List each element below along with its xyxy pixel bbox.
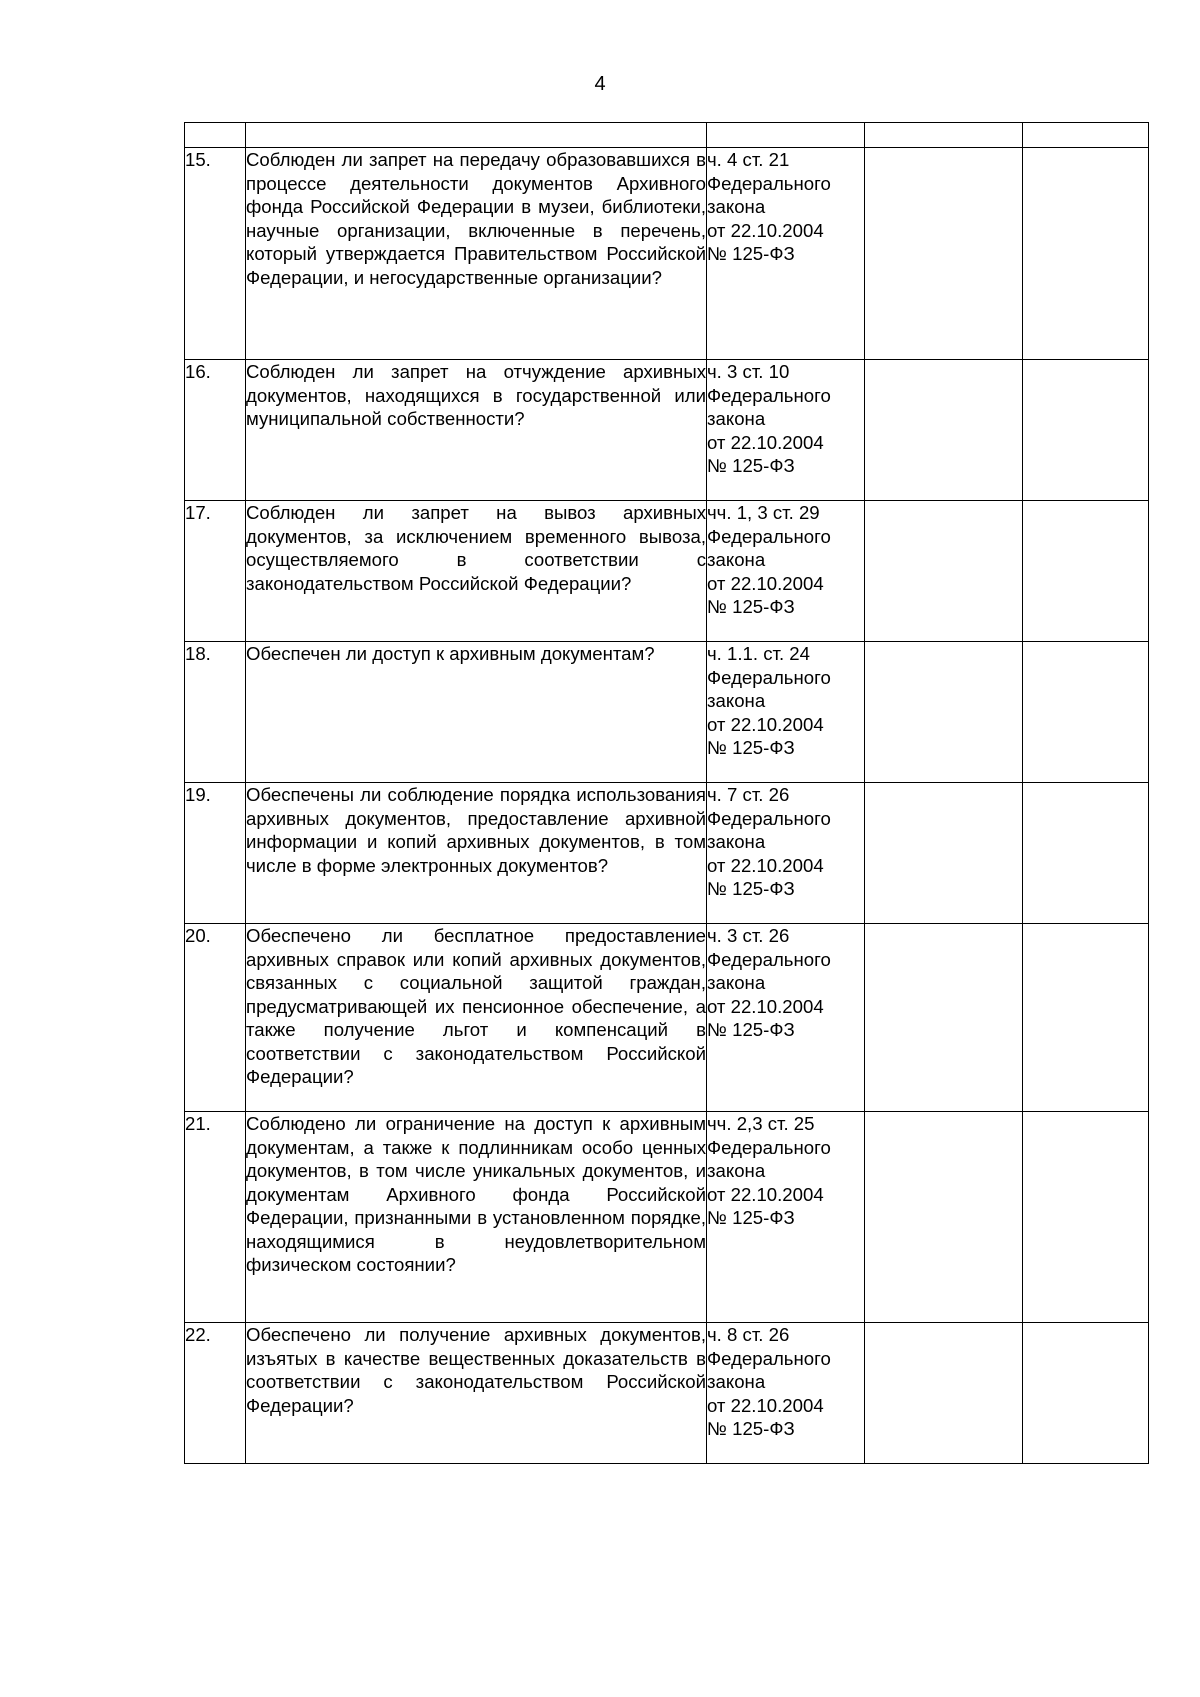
answer-cell[interactable]: [865, 360, 1023, 501]
reference-line: № 125-ФЗ: [707, 1019, 795, 1040]
legal-reference-cell: [707, 1112, 865, 1323]
reference-line: Федерального: [707, 948, 831, 970]
reference-line: от 22.10.2004: [707, 1183, 824, 1205]
note-cell[interactable]: [1023, 501, 1149, 642]
reference-line: закона: [707, 196, 766, 217]
row-number: 22.: [185, 1323, 246, 1464]
answer-cell[interactable]: [865, 1112, 1023, 1323]
reference-line: от 22.10.2004: [707, 995, 824, 1017]
note-cell[interactable]: [1023, 924, 1149, 1112]
table-row: [185, 1112, 1149, 1323]
reference-line: закона: [707, 972, 766, 993]
question-cell: [246, 1323, 707, 1464]
question-text: Обеспечен ли доступ к архивным документам?: [246, 643, 655, 664]
reference-line: от 22.10.2004: [707, 854, 824, 876]
answer-cell[interactable]: [865, 642, 1023, 783]
reference-line: ч. 3 ст. 10: [707, 361, 790, 382]
legal-reference-cell: [707, 642, 865, 783]
reference-line: ч. 8 ст. 26: [707, 1324, 790, 1345]
question-cell: [246, 783, 707, 924]
reference-line: от 22.10.2004: [707, 1394, 824, 1416]
reference-line: № 125-ФЗ: [707, 1418, 795, 1439]
reference-line: от 22.10.2004: [707, 713, 824, 735]
question-text: Соблюдено ли ограничение на доступ к архивным документам, а также к подлинникам особо ценных документов, в том числе уникальных документов, и документам Архивного фонда Российской Федерации, признанными в установленном порядке, находящимися в неудовлетворительном физическом состоянии?: [246, 1113, 706, 1275]
reference-line: чч. 2,3 ст. 25: [707, 1113, 815, 1134]
header-cell: [185, 123, 246, 148]
reference-line: № 125-ФЗ: [707, 737, 795, 758]
answer-cell[interactable]: [865, 1323, 1023, 1464]
table-header-row: [185, 123, 1149, 148]
table-row: [185, 501, 1149, 642]
reference-line: Федерального: [707, 525, 831, 547]
question-text: Обеспечено ли бесплатное предоставление архивных справок или копий архивных документов, связанных с социальной защитой граждан, предусматривающей их пенсионное обеспечение, а также получение льгот и компенсаций в соответствии с законодательством Российской Федерации?: [246, 925, 706, 1087]
reference-line: № 125-ФЗ: [707, 596, 795, 617]
reference-line: № 125-ФЗ: [707, 243, 795, 264]
reference-line: ч. 7 ст. 26: [707, 784, 790, 805]
reference-line: № 125-ФЗ: [707, 455, 795, 476]
header-cell: [1023, 123, 1149, 148]
reference-line: Федерального: [707, 172, 831, 194]
reference-line: Федерального: [707, 807, 831, 829]
note-cell[interactable]: [1023, 642, 1149, 783]
legal-reference-cell: [707, 783, 865, 924]
row-number: 17.: [185, 501, 246, 642]
table-row: [185, 642, 1149, 783]
legal-reference-cell: [707, 360, 865, 501]
row-number: 15.: [185, 148, 246, 360]
question-text: Соблюден ли запрет на отчуждение архивных документов, находящихся в государственной или муниципальной собственности?: [246, 361, 706, 429]
reference-line: Федерального: [707, 1136, 831, 1158]
header-cell: [707, 123, 865, 148]
question-cell: [246, 501, 707, 642]
question-cell: [246, 148, 707, 360]
reference-line: от 22.10.2004: [707, 431, 824, 453]
question-cell: [246, 1112, 707, 1323]
header-cell: [865, 123, 1023, 148]
question-cell: [246, 360, 707, 501]
legal-reference-cell: [707, 1323, 865, 1464]
reference-line: чч. 1, 3 ст. 29: [707, 502, 820, 523]
row-number: 20.: [185, 924, 246, 1112]
reference-line: ч. 1.1. ст. 24: [707, 643, 810, 664]
row-number: 19.: [185, 783, 246, 924]
question-cell: [246, 924, 707, 1112]
legal-reference-cell: [707, 501, 865, 642]
note-cell[interactable]: [1023, 360, 1149, 501]
table-row: [185, 148, 1149, 360]
reference-line: закона: [707, 549, 766, 570]
table-row: [185, 360, 1149, 501]
note-cell[interactable]: [1023, 148, 1149, 360]
question-cell: [246, 642, 707, 783]
reference-line: Федерального: [707, 384, 831, 406]
question-text: Обеспечены ли соблюдение порядка использования архивных документов, предоставление архивной информации и копий архивных документов, в том числе в форме электронных документов?: [246, 784, 706, 876]
question-text: Соблюден ли запрет на передачу образовавшихся в процессе деятельности документов Архивного фонда Российской Федерации в музеи, библиотеки, научные организации, включенные в перечень, который утверждается Правительством Российской Федерации, и негосударственные организации?: [246, 149, 706, 288]
answer-cell[interactable]: [865, 148, 1023, 360]
reference-line: Федерального: [707, 666, 831, 688]
note-cell[interactable]: [1023, 783, 1149, 924]
legal-reference-cell: [707, 924, 865, 1112]
table-row: [185, 924, 1149, 1112]
question-text: Обеспечено ли получение архивных документов, изъятых в качестве вещественных доказательств в соответствии с законодательством Российской Федерации?: [246, 1324, 706, 1416]
row-number: 16.: [185, 360, 246, 501]
reference-line: от 22.10.2004: [707, 219, 824, 241]
row-number: 21.: [185, 1112, 246, 1323]
reference-line: от 22.10.2004: [707, 572, 824, 594]
answer-cell[interactable]: [865, 924, 1023, 1112]
row-number: 18.: [185, 642, 246, 783]
answer-cell[interactable]: [865, 783, 1023, 924]
page-number: 4: [594, 73, 606, 95]
checklist-table: [184, 122, 1149, 1464]
reference-line: закона: [707, 690, 766, 711]
note-cell[interactable]: [1023, 1112, 1149, 1323]
table-row: [185, 1323, 1149, 1464]
note-cell[interactable]: [1023, 1323, 1149, 1464]
reference-line: закона: [707, 831, 766, 852]
reference-line: закона: [707, 408, 766, 429]
table-row: [185, 783, 1149, 924]
answer-cell[interactable]: [865, 501, 1023, 642]
reference-line: Федерального: [707, 1347, 831, 1369]
reference-line: № 125-ФЗ: [707, 878, 795, 899]
legal-reference-cell: [707, 148, 865, 360]
reference-line: закона: [707, 1160, 766, 1181]
question-text: Соблюден ли запрет на вывоз архивных документов, за исключением временного вывоза, осуществляемого в соответствии с законодательством Российской Федерации?: [246, 502, 706, 594]
reference-line: ч. 4 ст. 21: [707, 149, 790, 170]
reference-line: № 125-ФЗ: [707, 1207, 795, 1228]
header-cell: [246, 123, 707, 148]
reference-line: ч. 3 ст. 26: [707, 925, 790, 946]
reference-line: закона: [707, 1371, 766, 1392]
